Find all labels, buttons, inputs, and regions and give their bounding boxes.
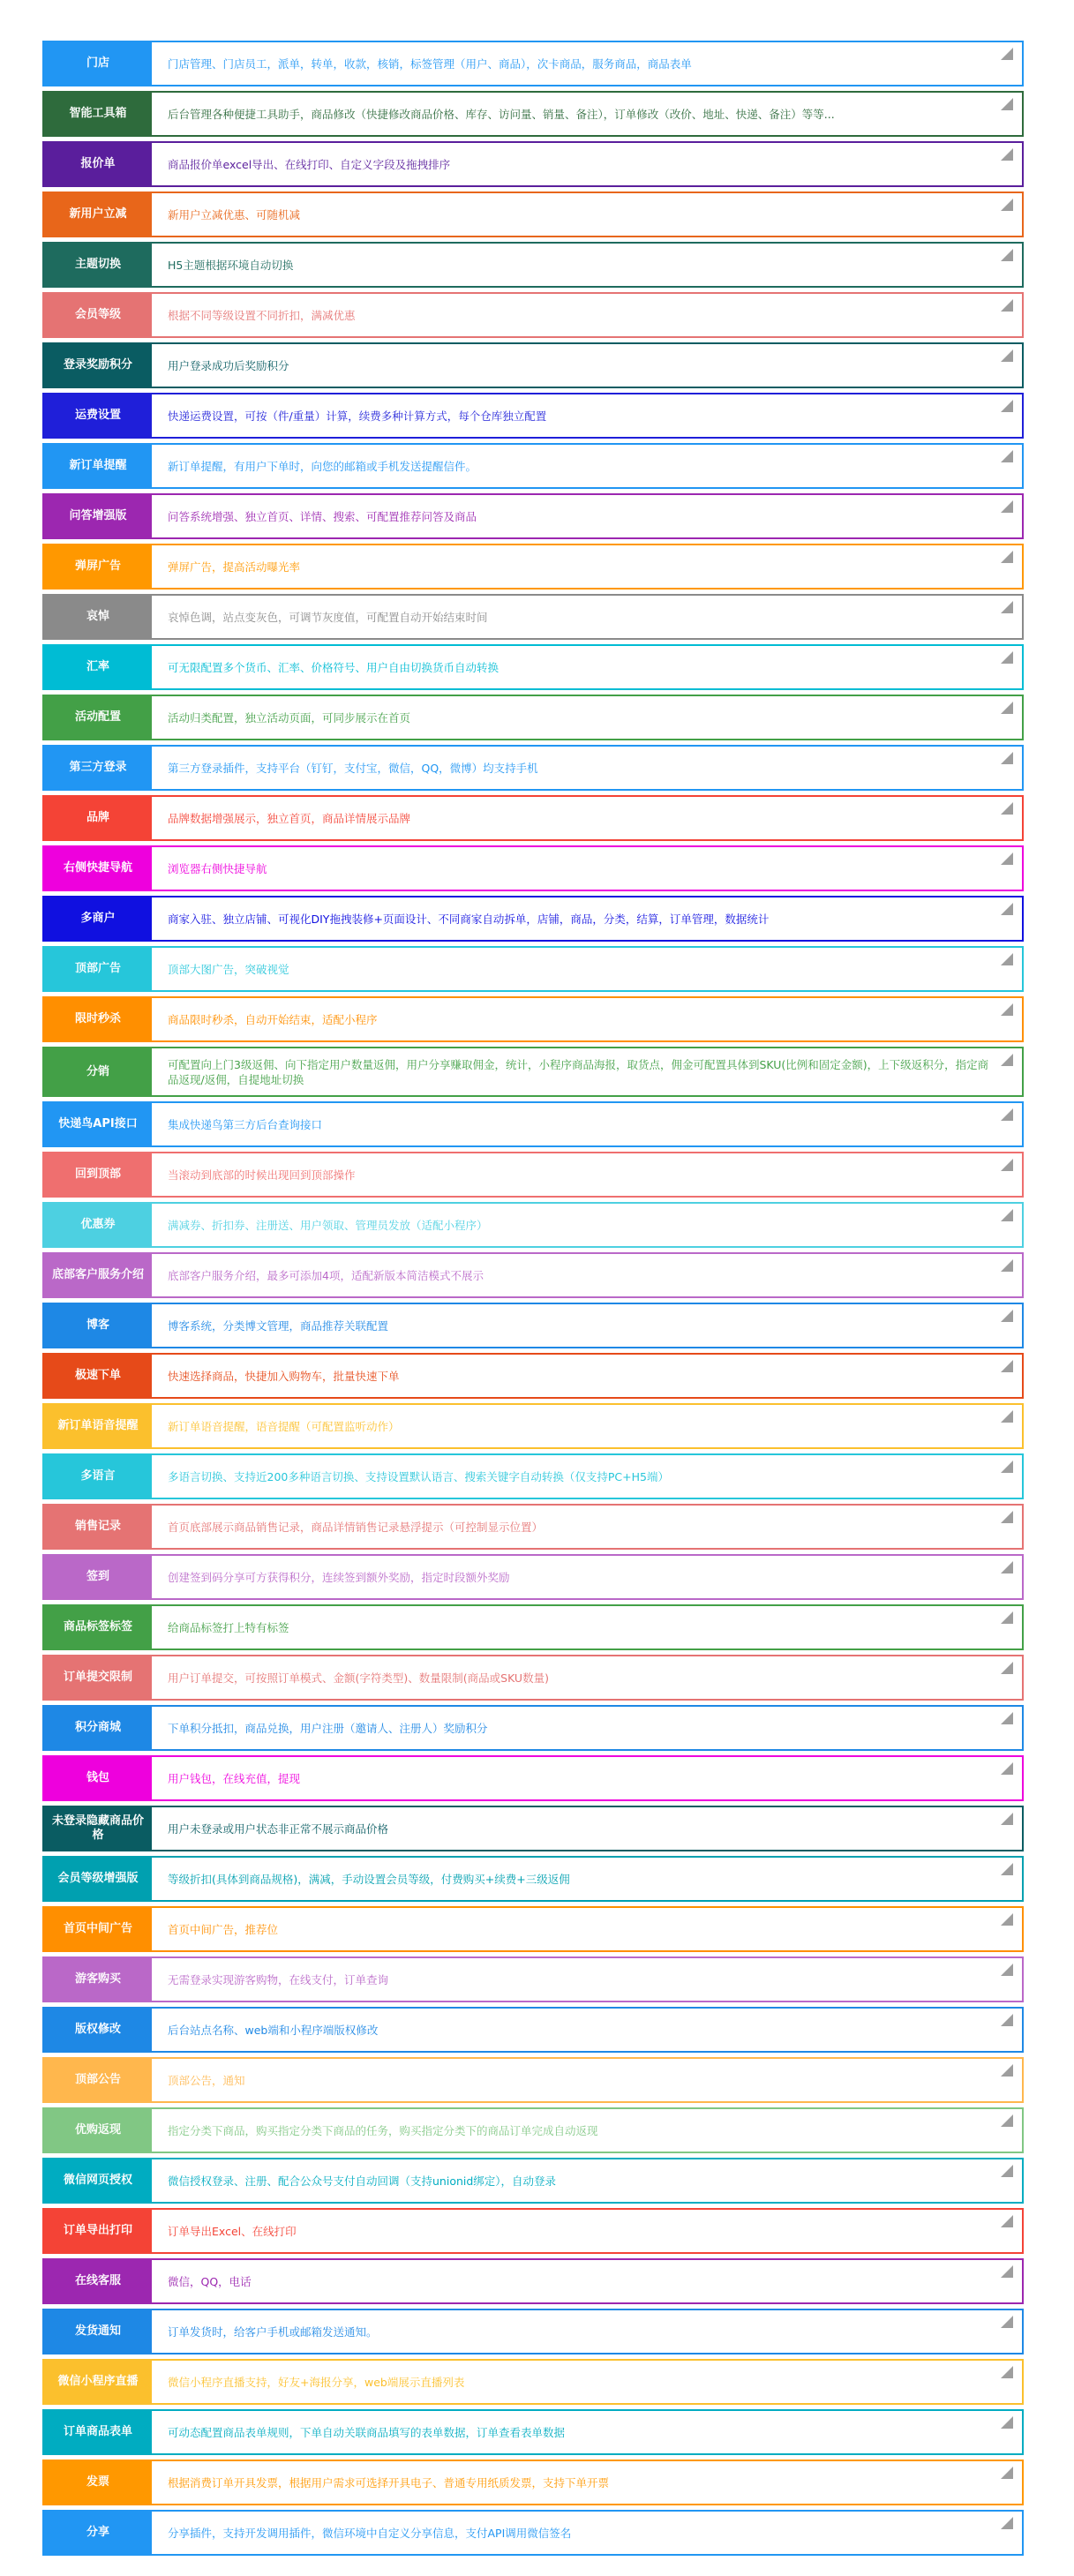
feature-row[interactable] — [42, 1554, 1024, 1600]
feature-label: 微信网页授权 — [44, 2159, 152, 2202]
feature-row[interactable] — [42, 1152, 1024, 1198]
corner-fold-icon — [1001, 199, 1013, 211]
feature-label: 微信小程序直播 — [44, 2361, 152, 2403]
corner-fold-icon — [1001, 651, 1013, 664]
corner-fold-icon — [1001, 249, 1013, 261]
feature-description: 用户钱包，在线充值，提现 — [168, 1771, 301, 1785]
corner-fold-icon — [1001, 98, 1013, 110]
feature-description: 品牌数据增强展示，独立首页，商品详情展示品牌 — [168, 811, 411, 825]
feature-row[interactable] — [42, 845, 1024, 891]
corner-fold-icon — [1001, 1159, 1013, 1171]
feature-label: 签到 — [44, 1556, 152, 1598]
feature-label: 右侧快捷导航 — [44, 847, 152, 890]
corner-fold-icon — [1001, 1913, 1013, 1926]
feature-description: 多语言切换、支持近200多种语言切换、支持设置默认语言、搜索关键字自动转换（仅支持PC+H5端） — [168, 1469, 669, 1483]
feature-description: 可无限配置多个货币、汇率、价格符号、用户自由切换货币自动转换 — [168, 660, 499, 674]
feature-label: 弹屏广告 — [44, 545, 152, 588]
feature-row[interactable] — [42, 2158, 1024, 2204]
feature-description: 商品报价单excel导出、在线打印、自定义字段及拖拽排序 — [168, 157, 451, 171]
feature-label: 新订单语音提醒 — [44, 1405, 152, 1447]
corner-fold-icon — [1001, 349, 1013, 362]
feature-description: 新订单提醒，有用户下单时，向您的邮箱或手机发送提醒信件。 — [168, 459, 477, 473]
corner-fold-icon — [1001, 1611, 1013, 1624]
feature-description: 后台管理各种便捷工具助手，商品修改（快捷修改商品价格、库存、访问量、销量、备注），订单修改（改价、地址、快递、备注）等等... — [168, 107, 835, 121]
feature-row[interactable] — [42, 1453, 1024, 1499]
feature-row[interactable] — [42, 1353, 1024, 1399]
corner-fold-icon — [1001, 1511, 1013, 1523]
feature-description: 活动归类配置，独立活动页面，可同步展示在首页 — [168, 710, 411, 725]
corner-fold-icon — [1001, 400, 1013, 412]
feature-description: 用户登录成功后奖励积分 — [168, 358, 289, 372]
feature-row[interactable] — [42, 1504, 1024, 1550]
feature-description: 首页中间广告，推荐位 — [168, 1922, 279, 1936]
feature-label: 分销 — [44, 1048, 152, 1095]
feature-label: 销售记录 — [44, 1506, 152, 1548]
feature-row[interactable] — [42, 1906, 1024, 1952]
feature-description: 门店管理、门店员工，派单，转单，收款，核销，标签管理（用户、商品），次卡商品，服务商品，商品表单 — [168, 56, 692, 71]
corner-fold-icon — [1001, 2165, 1013, 2177]
feature-row[interactable] — [42, 1101, 1024, 1147]
feature-label: 多商户 — [44, 897, 152, 940]
feature-row[interactable] — [42, 2107, 1024, 2153]
feature-row[interactable] — [42, 2409, 1024, 2455]
corner-fold-icon — [1001, 852, 1013, 865]
corner-fold-icon — [1001, 1863, 1013, 1875]
feature-description: 快递运费设置，可按（件/重量）计算，续费多种计算方式，每个仓库独立配置 — [168, 409, 547, 423]
corner-fold-icon — [1001, 2366, 1013, 2378]
feature-row[interactable] — [42, 996, 1024, 1042]
corner-fold-icon — [1001, 148, 1013, 161]
corner-fold-icon — [1001, 1209, 1013, 1221]
feature-description: 分享插件，支持开发调用插件，微信环境中自定义分享信息，支付API调用微信签名 — [168, 2526, 572, 2540]
feature-description: 商品限时秒杀，自动开始结束，适配小程序 — [168, 1012, 378, 1026]
corner-fold-icon — [1001, 1054, 1013, 1066]
feature-row[interactable] — [42, 443, 1024, 489]
corner-fold-icon — [1001, 1360, 1013, 1372]
feature-label: 极速下单 — [44, 1355, 152, 1397]
corner-fold-icon — [1001, 903, 1013, 915]
feature-description: 弹屏广告，提高活动曝光率 — [168, 560, 301, 574]
feature-label: 顶部广告 — [44, 948, 152, 990]
feature-label: 未登录隐藏商品价格 — [44, 1807, 152, 1850]
feature-description: 下单积分抵扣，商品兑换，用户注册（邀请人、注册人）奖励积分 — [168, 1721, 488, 1735]
corner-fold-icon — [1001, 1762, 1013, 1775]
feature-label: 订单导出打印 — [44, 2210, 152, 2252]
feature-description: 浏览器右侧快捷导航 — [168, 861, 267, 875]
feature-row[interactable] — [42, 2258, 1024, 2304]
feature-label: 智能工具箱 — [44, 93, 152, 135]
feature-list — [42, 41, 1024, 2560]
corner-fold-icon — [1001, 2114, 1013, 2127]
corner-fold-icon — [1001, 450, 1013, 462]
feature-label: 活动配置 — [44, 696, 152, 739]
feature-row[interactable] — [42, 493, 1024, 539]
corner-fold-icon — [1001, 1712, 1013, 1724]
feature-label: 限时秒杀 — [44, 998, 152, 1040]
feature-label: 版权修改 — [44, 2009, 152, 2051]
feature-row[interactable] — [42, 1202, 1024, 1248]
feature-row[interactable] — [42, 1047, 1024, 1097]
feature-description: 首页底部展示商品销售记录，商品详情销售记录悬浮提示（可控制显示位置） — [168, 1520, 544, 1534]
corner-fold-icon — [1001, 1461, 1013, 1473]
feature-description: 当滚动到底部的时候出现回到顶部操作 — [168, 1168, 356, 1182]
feature-row[interactable] — [42, 1403, 1024, 1449]
feature-label: 汇率 — [44, 646, 152, 688]
corner-fold-icon — [1001, 802, 1013, 815]
feature-label: 首页中间广告 — [44, 1908, 152, 1950]
feature-description: 快速选择商品，快捷加入购物车，批量快速下单 — [168, 1369, 400, 1383]
corner-fold-icon — [1001, 551, 1013, 563]
feature-description: 顶部大图广告，突破视觉 — [168, 962, 289, 976]
feature-description: 商家入驻、独立店铺、可视化DIY拖拽装修+页面设计、不同商家自动拆单，店铺，商品，分类，结算，订单管理，数据统计 — [168, 912, 770, 926]
feature-description: 可动态配置商品表单规则，下单自动关联商品填写的表单数据，订单查看表单数据 — [168, 2425, 566, 2439]
feature-description: 微信，QQ，电话 — [168, 2274, 252, 2288]
feature-label: 优惠券 — [44, 1204, 152, 1246]
corner-fold-icon — [1001, 2064, 1013, 2077]
feature-row[interactable] — [42, 91, 1024, 137]
corner-fold-icon — [1001, 1310, 1013, 1322]
feature-row[interactable] — [42, 2460, 1024, 2505]
feature-row[interactable] — [42, 41, 1024, 86]
feature-label: 积分商城 — [44, 1707, 152, 1749]
feature-description: 订单导出Excel、在线打印 — [168, 2224, 297, 2238]
corner-fold-icon — [1001, 2416, 1013, 2429]
feature-label: 新用户立减 — [44, 193, 152, 236]
corner-fold-icon — [1001, 2215, 1013, 2227]
feature-row[interactable] — [42, 1655, 1024, 1701]
feature-description: 用户订单提交，可按照订单模式、金额(字符类型)、数量限制(商品或SKU数量) — [168, 1671, 549, 1685]
feature-description: 后台站点名称、web端和小程序端版权修改 — [168, 2023, 379, 2037]
feature-description: 第三方登录插件，支持平台（钉钉，支付宝，微信，QQ，微博）均支持手机 — [168, 761, 538, 775]
corner-fold-icon — [1001, 2467, 1013, 2479]
feature-row[interactable] — [42, 946, 1024, 992]
feature-row[interactable] — [42, 2208, 1024, 2254]
feature-row[interactable] — [42, 292, 1024, 338]
feature-label: 第三方登录 — [44, 747, 152, 789]
feature-row[interactable] — [42, 745, 1024, 791]
corner-fold-icon — [1001, 1108, 1013, 1121]
feature-description: 根据不同等级设置不同折扣，满减优惠 — [168, 308, 356, 322]
feature-label: 商品标签标签 — [44, 1606, 152, 1648]
corner-fold-icon — [1001, 953, 1013, 965]
feature-description: 满减券、折扣券、注册送、用户领取、管理员发放（适配小程序） — [168, 1218, 488, 1232]
corner-fold-icon — [1001, 752, 1013, 764]
feature-label: 哀悼 — [44, 596, 152, 638]
feature-label: 会员等级 — [44, 294, 152, 336]
feature-label: 订单提交限制 — [44, 1656, 152, 1699]
feature-label: 回到顶部 — [44, 1153, 152, 1196]
feature-row[interactable] — [42, 2309, 1024, 2354]
feature-description: 根据消费订单开具发票，根据用户需求可选择开具电子、普通专用纸质发票，支持下单开票 — [168, 2475, 610, 2490]
corner-fold-icon — [1001, 2316, 1013, 2328]
feature-row[interactable] — [42, 1755, 1024, 1801]
corner-fold-icon — [1001, 48, 1013, 60]
feature-row[interactable] — [42, 242, 1024, 288]
feature-description: 顶部公告，通知 — [168, 2073, 245, 2087]
feature-description: 微信小程序直播支持，好友+海报分享，web端展示直播列表 — [168, 2375, 465, 2389]
feature-row[interactable] — [42, 1856, 1024, 1902]
feature-row[interactable] — [42, 1806, 1024, 1851]
feature-description: 新订单语音提醒，语音提醒（可配置监听动作） — [168, 1419, 400, 1433]
feature-label: 会员等级增强版 — [44, 1858, 152, 1900]
feature-label: 问答增强版 — [44, 495, 152, 537]
corner-fold-icon — [1001, 1003, 1013, 1016]
feature-label: 在线客服 — [44, 2260, 152, 2302]
feature-label: 游客购买 — [44, 1958, 152, 2001]
feature-description: 用户未登录或用户状态非正常不展示商品价格 — [168, 1821, 389, 1836]
corner-fold-icon — [1001, 500, 1013, 513]
feature-row[interactable] — [42, 2359, 1024, 2405]
corner-fold-icon — [1001, 1561, 1013, 1573]
corner-fold-icon — [1001, 2517, 1013, 2529]
feature-description: 可配置向上门3级返佣、向下指定用户数量返佣，用户分享赚取佣金，统计，小程序商品海报，取货点，佣金可配置具体到SKU(比例和固定金额)，上下级返积分，指定商品返现/返佣，自提地址切换 — [168, 1057, 989, 1086]
feature-label: 主题切换 — [44, 244, 152, 286]
corner-fold-icon — [1001, 1813, 1013, 1825]
feature-description: 给商品标签打上特有标签 — [168, 1620, 289, 1634]
feature-row[interactable] — [42, 342, 1024, 388]
feature-row[interactable] — [42, 1252, 1024, 1298]
corner-fold-icon — [1001, 1259, 1013, 1272]
feature-label: 运费设置 — [44, 394, 152, 437]
feature-label: 顶部公告 — [44, 2059, 152, 2101]
corner-fold-icon — [1001, 601, 1013, 613]
feature-label: 门店 — [44, 42, 152, 85]
corner-fold-icon — [1001, 2014, 1013, 2026]
feature-label: 品牌 — [44, 797, 152, 839]
feature-row[interactable] — [42, 192, 1024, 237]
feature-description: 等级折扣(具体到商品规格)，满减，手动设置会员等级，付费购买+续费+三级返佣 — [168, 1872, 570, 1886]
feature-label: 订单商品表单 — [44, 2411, 152, 2453]
feature-label: 新订单提醒 — [44, 445, 152, 487]
feature-row[interactable] — [42, 1604, 1024, 1650]
feature-row[interactable] — [42, 1956, 1024, 2002]
feature-label: 快递鸟API接口 — [44, 1103, 152, 1145]
feature-row[interactable] — [42, 2007, 1024, 2053]
feature-description: H5主题根据环境自动切换 — [168, 258, 294, 272]
feature-description: 博客系统，分类博文管理，商品推荐关联配置 — [168, 1318, 389, 1333]
feature-row[interactable] — [42, 695, 1024, 740]
feature-row[interactable] — [42, 1303, 1024, 1348]
feature-description: 创建签到码分享可方获得积分，连续签到额外奖励，指定时段额外奖励 — [168, 1570, 510, 1584]
feature-description: 微信授权登录、注册、配合公众号支付自动回调（支持unionid绑定），自动登录 — [168, 2174, 557, 2188]
corner-fold-icon — [1001, 2265, 1013, 2278]
corner-fold-icon — [1001, 702, 1013, 714]
feature-label: 多语言 — [44, 1455, 152, 1498]
feature-description: 问答系统增强、独立首页、详情、搜索、可配置推荐问答及商品 — [168, 509, 477, 523]
feature-description: 哀悼色调，站点变灰色，可调节灰度值，可配置自动开始结束时间 — [168, 610, 488, 624]
corner-fold-icon — [1001, 1410, 1013, 1423]
feature-row[interactable] — [42, 896, 1024, 942]
feature-row[interactable] — [42, 544, 1024, 590]
feature-row[interactable] — [42, 795, 1024, 841]
feature-row[interactable] — [42, 2057, 1024, 2103]
feature-description: 订单发货时，给客户手机或邮箱发送通知。 — [168, 2324, 378, 2339]
feature-label: 博客 — [44, 1304, 152, 1347]
corner-fold-icon — [1001, 299, 1013, 312]
feature-label: 优购返现 — [44, 2109, 152, 2152]
feature-description: 无需登录实现游客购物，在线支付，订单查询 — [168, 1972, 389, 1986]
feature-row[interactable] — [42, 141, 1024, 187]
feature-description: 集成快递鸟第三方后台查询接口 — [168, 1117, 323, 1131]
feature-description: 底部客户服务介绍，最多可添加4项，适配新版本简洁模式不展示 — [168, 1268, 484, 1282]
feature-label: 钱包 — [44, 1757, 152, 1799]
feature-label: 底部客户服务介绍 — [44, 1254, 152, 1296]
feature-row[interactable] — [42, 644, 1024, 690]
corner-fold-icon — [1001, 1662, 1013, 1674]
feature-label: 分享 — [44, 2512, 152, 2554]
feature-row[interactable] — [42, 2510, 1024, 2556]
feature-row[interactable] — [42, 594, 1024, 640]
corner-fold-icon — [1001, 1964, 1013, 1976]
feature-description: 新用户立减优惠、可随机减 — [168, 207, 301, 222]
feature-row[interactable] — [42, 393, 1024, 439]
feature-description: 指定分类下商品，购买指定分类下商品的任务，购买指定分类下的商品订单完成自动返现 — [168, 2123, 598, 2137]
feature-row[interactable] — [42, 1705, 1024, 1751]
feature-label: 发货通知 — [44, 2310, 152, 2353]
feature-label: 报价单 — [44, 143, 152, 185]
feature-label: 登录奖励积分 — [44, 344, 152, 387]
feature-label: 发票 — [44, 2461, 152, 2504]
